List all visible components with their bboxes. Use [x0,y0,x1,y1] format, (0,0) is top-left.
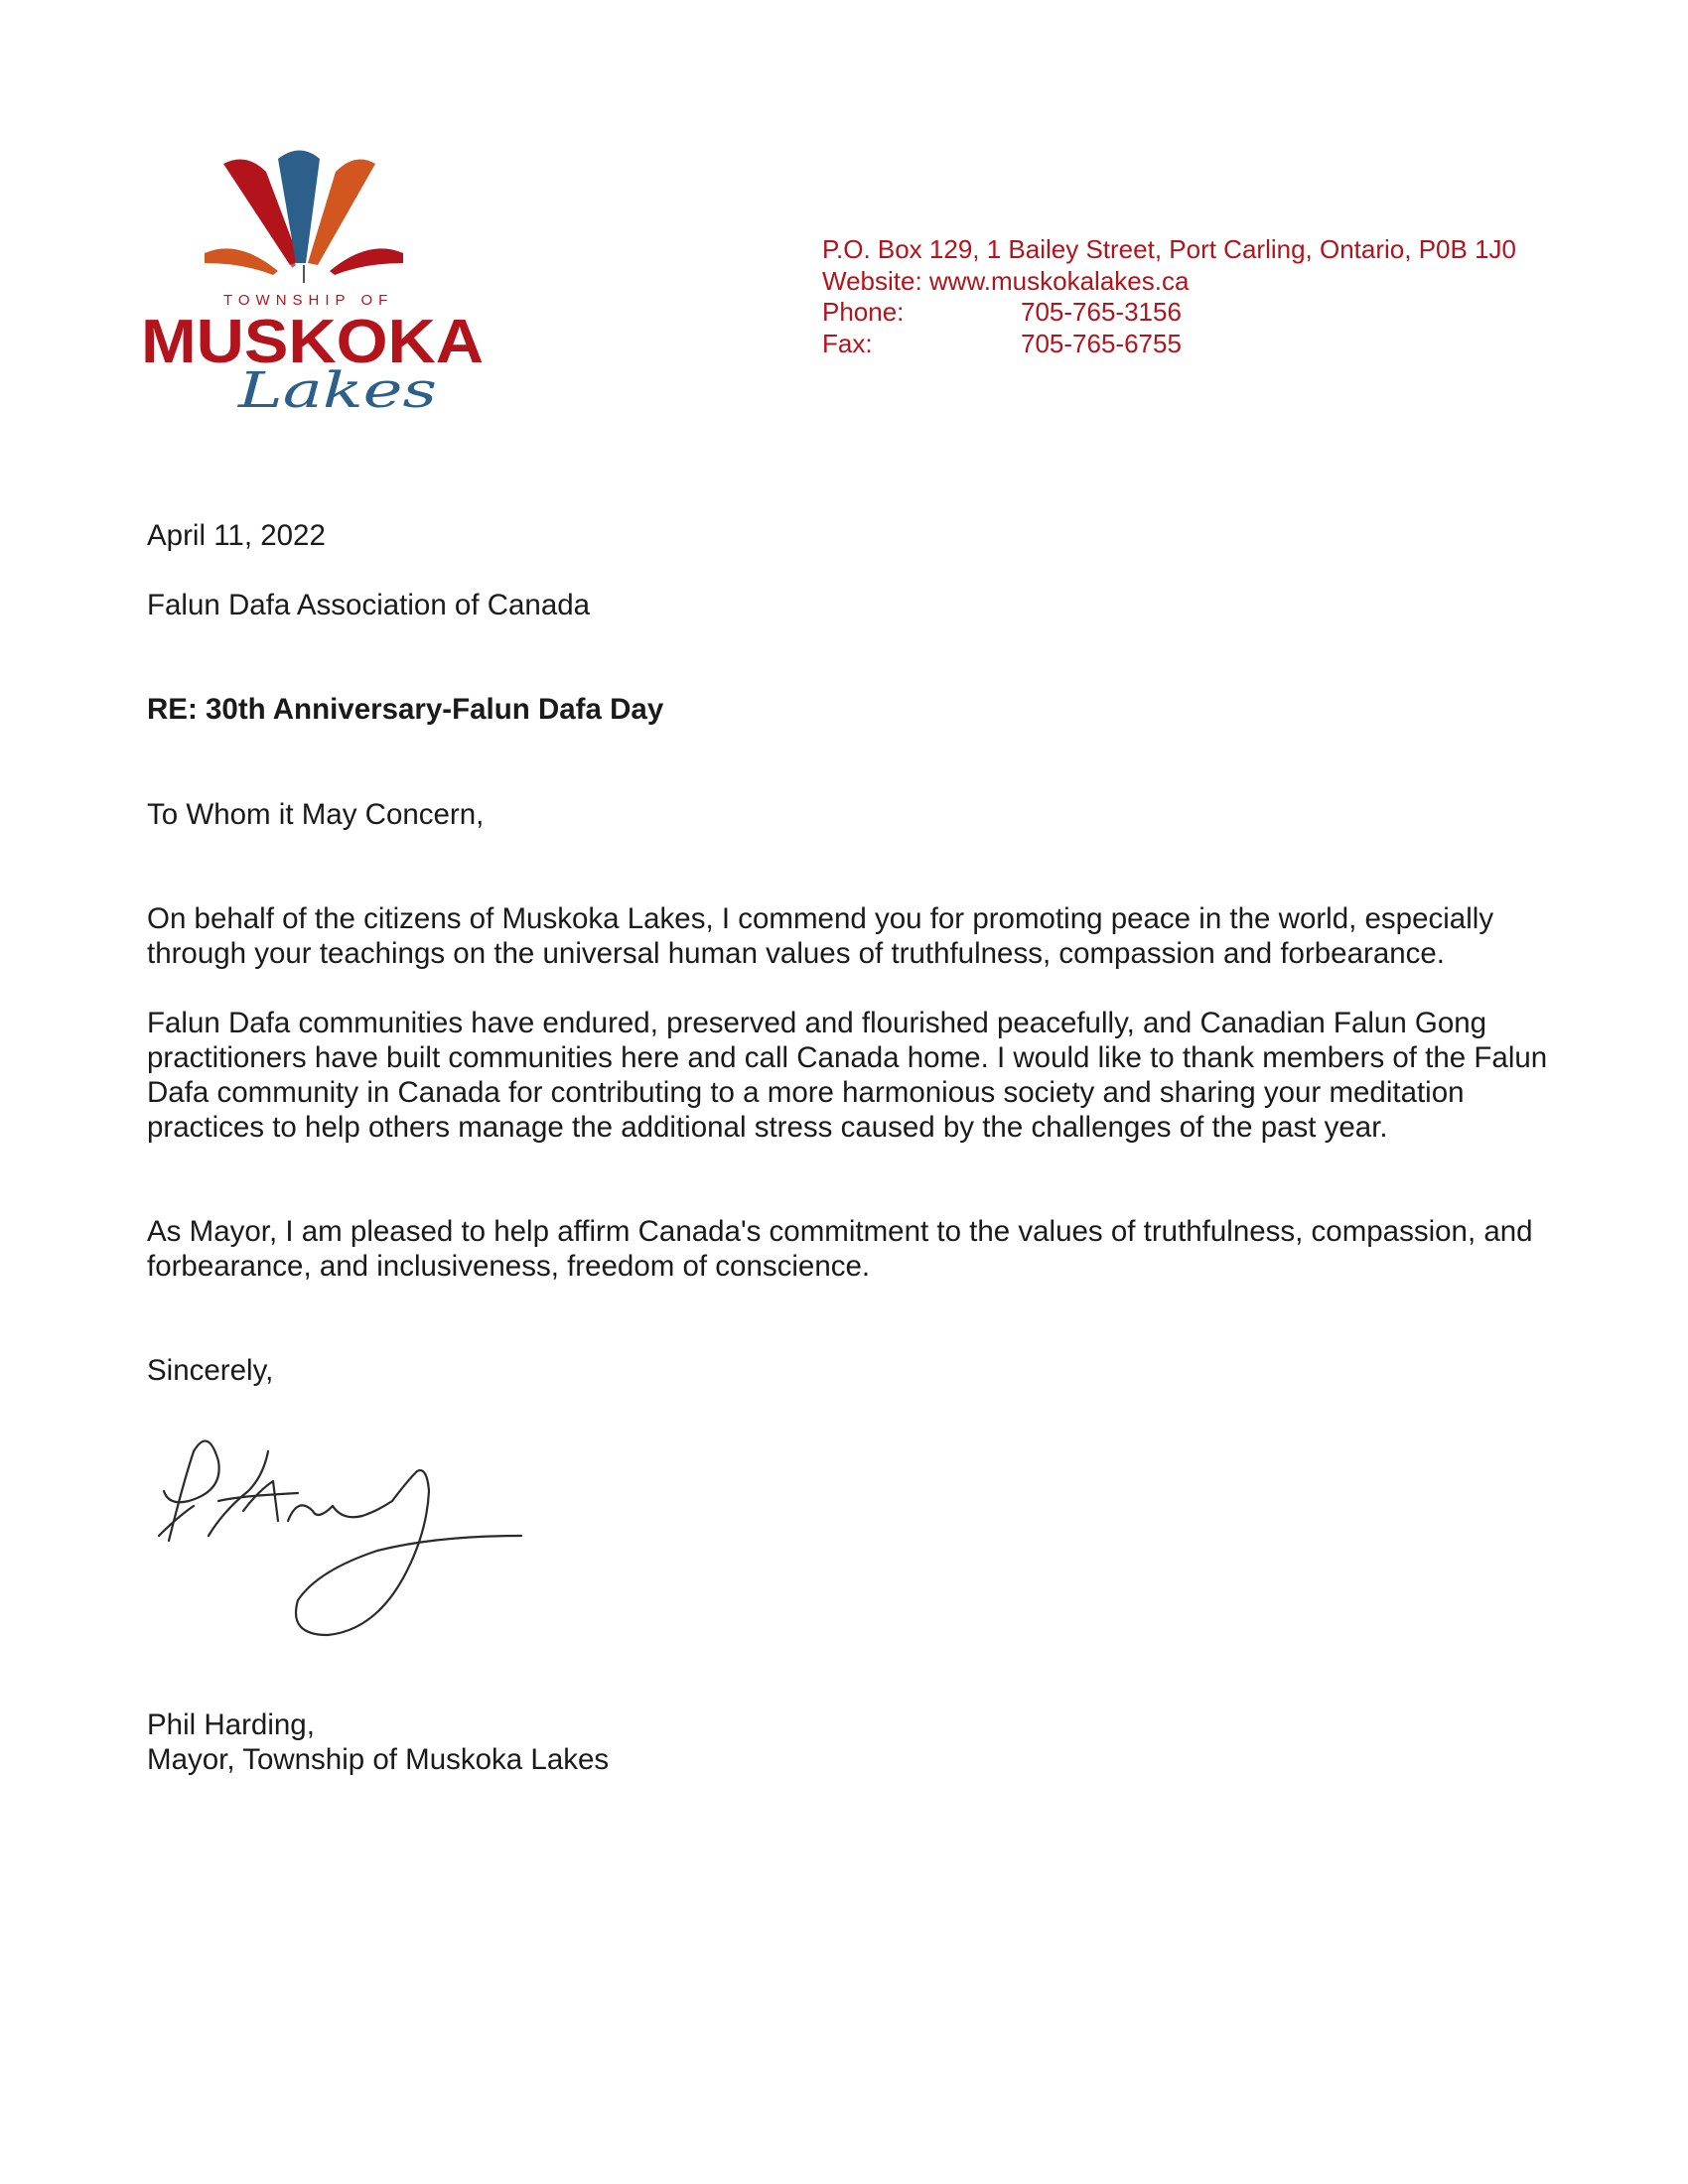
logo-script-text: Lakes [236,361,437,419]
logo-top-text: TOWNSHIP OF [223,292,394,309]
township-logo [129,134,496,422]
contact-block [822,234,1516,359]
signature [149,1422,536,1660]
phone-value: 705-765-3156 [1021,297,1182,327]
fax-value: 705-765-6755 [1021,328,1182,358]
phone-label: Phone: [822,297,905,327]
letter-date: April 11, 2022 [147,519,326,552]
address-line: P.O. Box 129, 1 Bailey Street, Port Carling, Ontario, P0B 1J0 [822,234,1516,264]
signer-name: Phil Harding, [147,1708,315,1741]
website-line[interactable]: Website: www.muskokalakes.ca [822,265,1190,296]
letter-salutation: To Whom it May Concern, [147,798,485,831]
body-paragraph-2: Falun Dafa communities have endured, preserved and flourished peacefully, and Canadian Falun Gong practitioners have built communities here and call Canada home. I would like to thank members of the Falun Dafa community in Canada for contributing to a more harmonious society and sharing your meditation practices to help others manage the additional stress caused by the challenges of the past year. [147,1007,1548,1144]
body-paragraph-1: On behalf of the citizens of Muskoka Lakes, I commend you for promoting peace in the world, especially through your teachings on the universal human values of truthfulness, compassion and forbearance. [147,902,1494,970]
logo-main-text: MUSKOKA [141,308,484,376]
muskoka-lakes-emblem [129,134,496,422]
fax-line [822,329,1516,360]
signer-block [147,1707,1557,1777]
letter-closing: Sincerely, [147,1354,274,1387]
signature-drawing [149,1422,536,1660]
body-paragraph-3: As Mayor, I am pleased to help affirm Canada's commitment to the values of truthfulness, compassion, and forbearance, and inclusiveness, freedom of conscience. [147,1215,1533,1283]
letter-recipient: Falun Dafa Association of Canada [147,589,591,621]
phone-line [822,297,1516,329]
letter-subject: RE: 30th Anniversary-Falun Dafa Day [147,693,664,726]
fax-label: Fax: [822,328,873,358]
signer-title: Mayor, Township of Muskoka Lakes [147,1743,610,1776]
